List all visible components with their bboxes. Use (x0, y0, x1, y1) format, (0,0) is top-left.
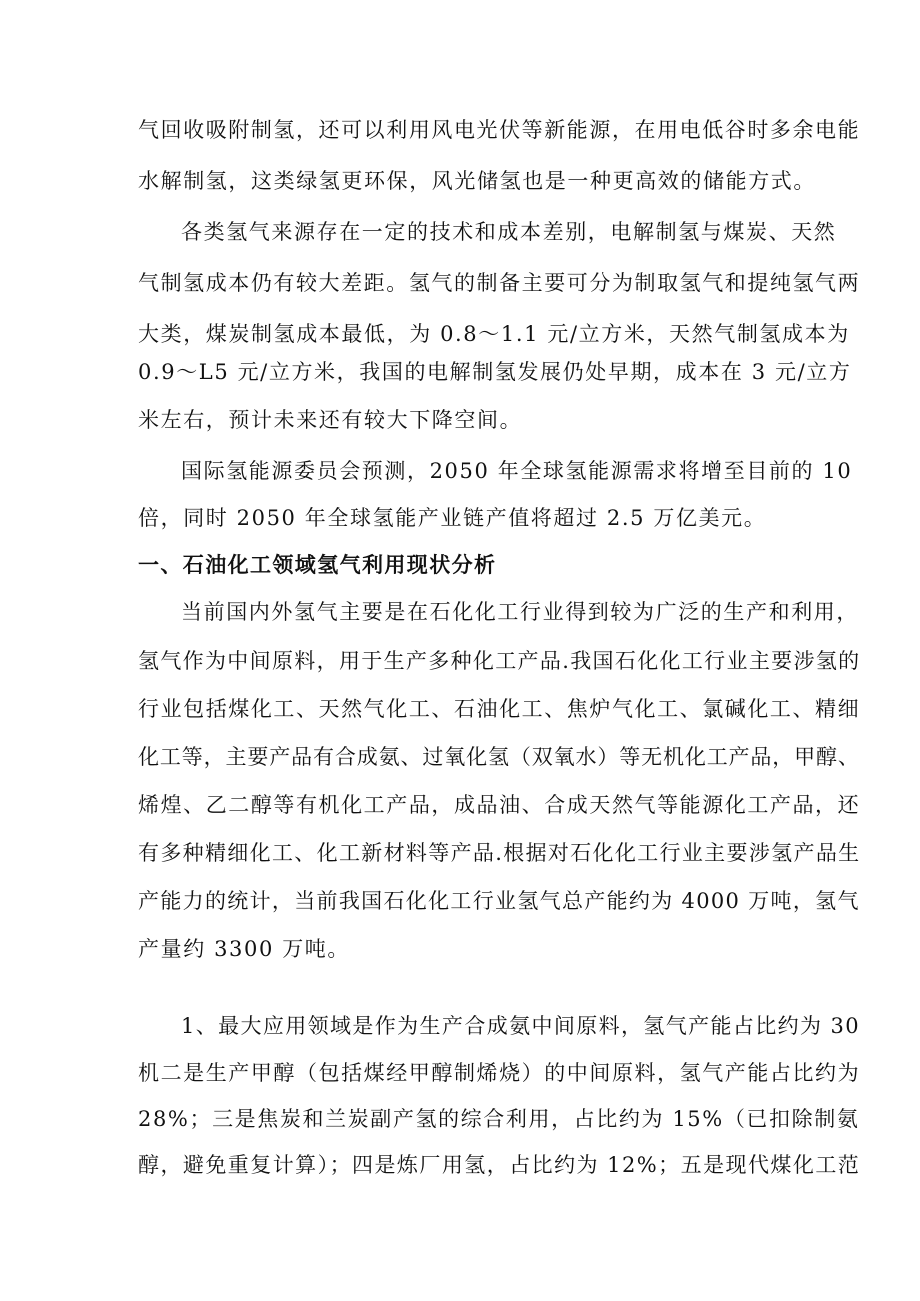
text-line: 气回收吸附制氢，还可以利用风电光伏等新能源，在用电低谷时多余电能 (138, 118, 861, 142)
text-line: 氢气作为中间原料，用于生产多种化工产品.我国石化化工行业主要涉氢的 (138, 649, 861, 673)
text-line: 醇，避免重复计算）；四是炼厂用氢，占比约为 12%；五是现代煤化工范 (138, 1153, 861, 1177)
text-line: 行业包括煤化工、天然气化工、石油化工、焦炉气化工、氯碱化工、精细 (138, 697, 861, 721)
text-line: 化工等，主要产品有合成氨、过氧化氢（双氧水）等无机化工产品，甲醇、 (138, 745, 860, 769)
text-line: 有多种精细化工、化工新材料等产品.根据对石化化工行业主要涉氢产品生 (138, 841, 861, 865)
text-line: 1、最大应用领域是作为生产合成氨中间原料，氢气产能占比约为 30 (181, 1014, 860, 1038)
text-line: 产量约 3300 万吨。 (138, 937, 350, 961)
text-line: 国际氢能源委员会预测，2050 年全球氢能源需求将增至目前的 10 (181, 459, 853, 483)
text-line: 烯煌、乙二醇等有机化工产品，成品油、合成天然气等能源化工产品，还 (138, 793, 861, 817)
section-heading: 一、石油化工领域氢气利用现状分析 (138, 553, 497, 577)
text-line: 倍，同时 2050 年全球氢能产业链产值将超过 2.5 万亿美元。 (138, 506, 767, 530)
text-line: 当前国内外氢气主要是在石化化工行业得到较为广泛的生产和利用， (181, 600, 859, 624)
text-line: 气制氢成本仍有较大差距。氢气的制备主要可分为制取氢气和提纯氢气两 (138, 271, 861, 295)
text-line: 各类氢气来源存在一定的技术和成本差别，电解制氢与煤炭、天然 (181, 220, 837, 244)
text-line: 28%；三是焦炭和兰炭副产氢的综合利用，占比约为 15%（已扣除制氨 (138, 1107, 860, 1131)
text-line: 机二是生产甲醇（包括煤经甲醇制烯烧）的中间原料，氢气产能占比约为 (138, 1061, 861, 1085)
text-line: 米左右，预计未来还有较大下降空间。 (138, 408, 523, 432)
text-line: 水解制氢，这类绿氢更环保，风光储氢也是一种更高效的储能方式。 (138, 169, 816, 193)
text-line: 0.9～L5 元/立方米，我国的电解制氢发展仍处早期，成本在 3 元/立方 (138, 360, 852, 384)
text-line: 产能力的统计，当前我国石化化工行业氢气总产能约为 4000 万吨，氢气 (138, 889, 860, 913)
text-line: 大类，煤炭制氢成本最低，为 0.8～1.1 元/立方米，天然气制氢成本为 (138, 322, 850, 346)
